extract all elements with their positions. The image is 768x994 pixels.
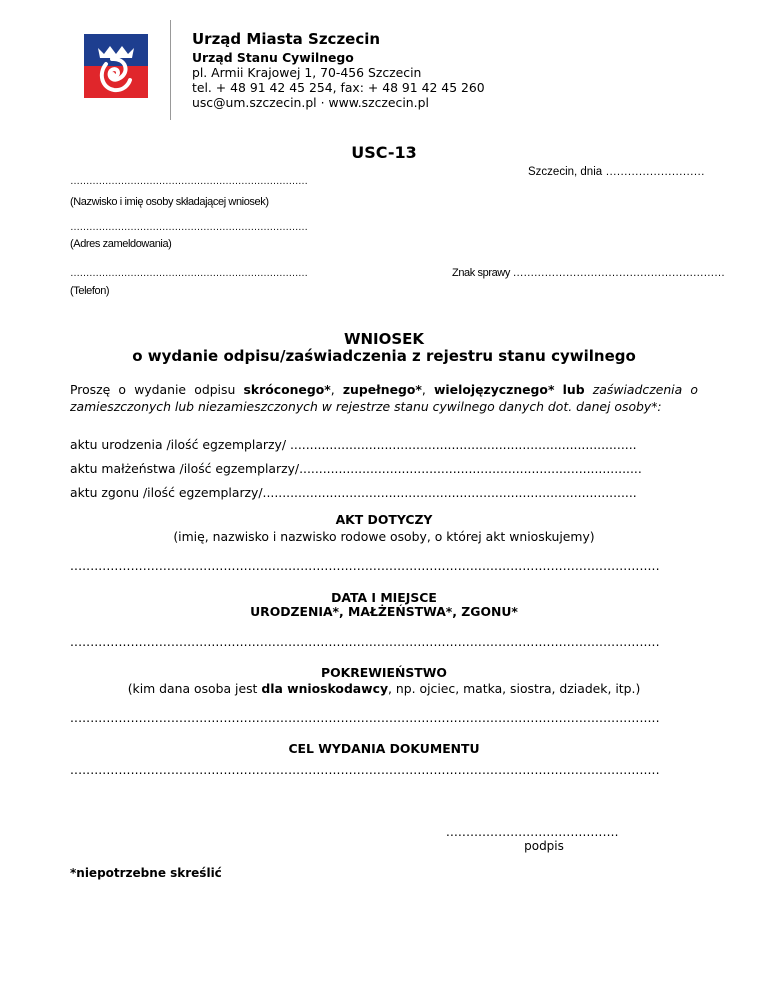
option-certificate: zaświadczenia o zamieszczonych lub niezamieszczonych w rejestrze stanu cywilnego danych dot. danej osoby*: [70,382,698,414]
footnote: *niepotrzebne skreślić [70,866,222,880]
office-subtitle: Urząd Stanu Cywilnego [192,50,354,65]
request-separator: , [421,382,434,397]
form-code: USC-13 [351,143,417,162]
applicant-name-field[interactable]: ………………………………………………………………… [70,176,308,187]
act-concerns-field[interactable]: .................................................................................................................................................. [70,558,660,573]
case-number-field[interactable] [452,267,725,279]
option-full: zupełnego* [342,382,422,397]
relationship-hint-prefix: (kim dana osoba jest [127,681,262,696]
document-title: WNIOSEK [343,330,425,348]
applicant-phone-field[interactable]: ………………………………………………………………… [70,268,308,279]
office-title: Urząd Miasta Szczecin [192,30,381,48]
document-subtitle: o wydanie odpisu/zaświadczenia z rejestru stanu cywilnego [132,347,636,365]
purpose-field[interactable]: .................................................................................................................................................. [70,762,660,777]
place-date-field[interactable] [528,166,704,178]
death-act-copies-field[interactable]: aktu zgonu /ilość egzemplarzy/............................................................................................... [70,485,637,500]
office-contact: usc@um.szczecin.pl · www.szczecin.pl [192,95,429,110]
applicant-name-label: (Nazwisko i imię osoby składającej wniosek) [70,196,269,208]
relationship-hint-bold: dla wnioskodawcy [261,681,389,696]
birth-act-copies-field[interactable]: aktu urodzenia /ilość egzemplarzy/ ........................................................................................ [70,437,637,452]
relationship-heading: POKREWIEŃSTWO [321,665,447,680]
office-phone: tel. + 48 91 42 45 254, fax: + 48 91 42 45 260 [192,80,485,95]
relationship-field[interactable]: .................................................................................................................................................. [70,710,660,725]
applicant-phone-label: (Telefon) [70,285,110,297]
header-divider [170,20,171,120]
act-concerns-hint: (imię, nazwisko i nazwisko rodowe osoby, o której akt wnioskujemy) [173,529,595,544]
relationship-hint [0,681,768,696]
option-or: lub [562,382,585,397]
marriage-act-copies-field[interactable]: aktu małżeństwa /ilość egzemplarzy/....................................................................................... [70,461,642,476]
act-concerns-heading: AKT DOTYCZY [335,512,433,527]
purpose-heading: CEL WYDANIA DOKUMENTU [288,741,480,756]
place-date-dots: ……………………… [605,166,705,178]
date-place-field[interactable]: .................................................................................................................................................. [70,634,660,649]
option-multilingual: wielojęzycznego* [433,382,555,397]
option-shortened: skróconego* [243,382,331,397]
place-date-label: Szczecin, dnia [528,166,603,178]
request-prefix: Proszę o wydanie odpisu [70,382,244,397]
applicant-address-field[interactable]: ………………………………………………………………… [70,222,308,233]
date-place-heading: DATA I MIEJSCE [331,590,437,605]
signature-field[interactable]: ........................................... [446,825,619,839]
office-address: pl. Armii Krajowej 1, 70-456 Szczecin [192,65,422,80]
date-place-heading-events: URODZENIA*, MAŁŻEŃSTWA*, ZGONU* [250,604,518,619]
request-separator [554,382,562,397]
request-separator [585,382,593,397]
request-paragraph [70,381,698,415]
applicant-address-label: (Adres zameldowania) [70,238,172,250]
request-separator: , [330,382,343,397]
relationship-hint-suffix: , np. ojciec, matka, siostra, dziadek, itp.) [388,681,641,696]
city-logo-icon [84,34,148,98]
case-number-dots: …………………………………………………… [512,267,725,279]
case-number-label: Znak sprawy [452,267,510,279]
signature-label: podpis [524,839,564,853]
